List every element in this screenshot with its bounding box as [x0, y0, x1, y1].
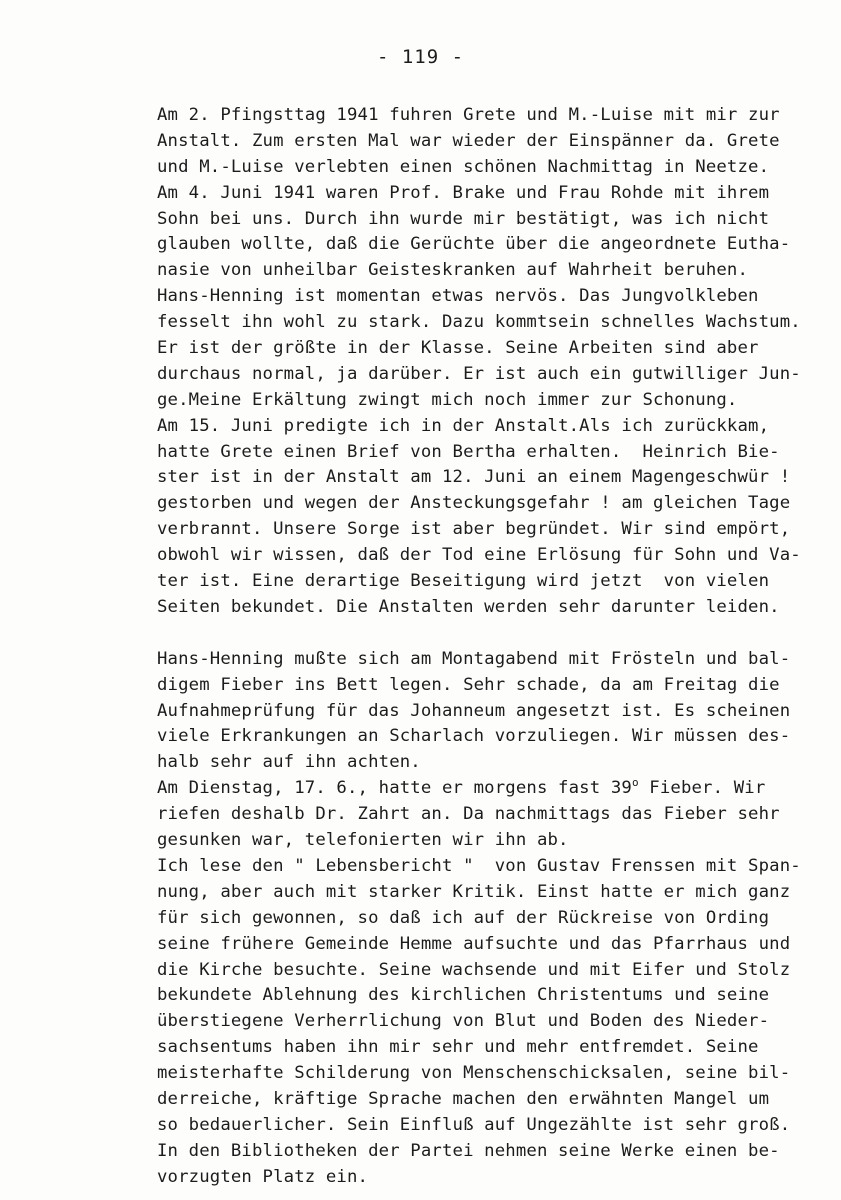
fever-text-after: Fieber. Wir	[638, 778, 766, 799]
text-line: meisterhafte Schilderung von Menschenschicksalen, seine bil-	[157, 1063, 791, 1084]
text-line: nasie von unheilbar Geisteskranken auf Wahrheit beruhen.	[157, 260, 749, 281]
text-line: Aufnahmeprüfung für das Johanneum angesetzt ist. Es scheinen	[157, 700, 791, 721]
text-line: sachsentums haben ihn mir sehr und mehr entfremdet. Seine	[157, 1037, 759, 1058]
text-line: und M.-Luise verlebten einen schönen Nachmittag in Neetze.	[157, 156, 770, 177]
paragraph-gap	[157, 621, 817, 647]
text-line: viele Erkrankungen an Scharlach vorzuliegen. Wir müssen des-	[157, 726, 791, 747]
text-line: Seiten bekundet. Die Anstalten werden sehr darunter leiden.	[157, 596, 780, 617]
text-line: derreiche, kräftige Sprache machen den erwähnten Mangel um	[157, 1088, 770, 1109]
text-line: für sich gewonnen, so daß ich auf der Rückreise von Ording	[157, 907, 770, 928]
text-line: nung, aber auch mit starker Kritik. Einst hatte er mich ganz	[157, 881, 791, 902]
body-text	[157, 103, 817, 1191]
text-line: Hans-Henning ist momentan etwas nervös. Das Jungvolkleben	[157, 286, 759, 307]
paragraph-1	[157, 103, 817, 621]
text-line-fever	[157, 776, 817, 802]
text-line: ge.Meine Erkältung zwingt mich noch immer zur Schonung.	[157, 389, 738, 410]
text-line: glauben wollte, daß die Gerüchte über die angeordnete Eutha-	[157, 234, 791, 255]
text-line: verbrannt. Unsere Sorge ist aber begründet. Wir sind empört,	[157, 519, 791, 540]
text-line: durchaus normal, ja darüber. Er ist auch ein gutwilliger Jun-	[157, 363, 801, 384]
text-line: die Kirche besuchte. Seine wachsende und mit Eifer und Stolz	[157, 959, 791, 980]
degree-superscript: o	[631, 776, 639, 790]
text-line: überstiegene Verherrlichung von Blut und Boden des Nieder-	[157, 1011, 770, 1032]
text-line: gestorben und wegen der Ansteckungsgefahr ! am gleichen Tage	[157, 493, 791, 514]
text-line: bekundete Ablehnung des kirchlichen Christentums und seine	[157, 985, 770, 1006]
text-line: seine frühere Gemeinde Hemme aufsuchte und das Pfarrhaus und	[157, 933, 791, 954]
text-line: fesselt ihn wohl zu stark. Dazu kommtsein schnelles Wachstum.	[157, 312, 801, 333]
text-line: so bedauerlicher. Sein Einfluß auf Ungezählte ist sehr groß.	[157, 1114, 791, 1135]
text-line: Hans-Henning mußte sich am Montagabend mit Frösteln und bal-	[157, 648, 791, 669]
text-line: Anstalt. Zum ersten Mal war wieder der Einspänner da. Grete	[157, 130, 780, 151]
text-line: Am 15. Juni predigte ich in der Anstalt.Als ich zurückkam,	[157, 415, 770, 436]
text-line: Ich lese den " Lebensbericht " von Gustav Frenssen mit Span-	[157, 855, 801, 876]
paragraph-2-part-b	[157, 802, 817, 1190]
text-line: riefen deshalb Dr. Zahrt an. Da nachmittags das Fieber sehr	[157, 804, 780, 825]
text-line: halb sehr auf ihn achten.	[157, 752, 421, 773]
text-line: hatte Grete einen Brief von Bertha erhalten. Heinrich Bie-	[157, 441, 780, 462]
text-line: Am 4. Juni 1941 waren Prof. Brake und Frau Rohde mit ihrem	[157, 182, 770, 203]
text-line: Am 2. Pfingsttag 1941 fuhren Grete und M.-Luise mit mir zur	[157, 105, 780, 125]
text-line: In den Bibliotheken der Partei nehmen seine Werke einen be-	[157, 1140, 780, 1161]
text-line: Sohn bei uns. Durch ihn wurde mir bestätigt, was ich nicht	[157, 208, 770, 229]
text-line: gesunken war, telefonierten wir ihn ab.	[157, 830, 569, 851]
text-line: obwohl wir wissen, daß der Tod eine Erlösung für Sohn und Va-	[157, 545, 801, 566]
paragraph-2-part-a	[157, 647, 817, 776]
page-number: - 119 -	[376, 46, 465, 68]
text-line: vorzugten Platz ein.	[157, 1166, 369, 1187]
text-line: ster ist in der Anstalt am 12. Juni an einem Magengeschwür !	[157, 467, 791, 488]
fever-text-before: Am Dienstag, 17. 6., hatte er morgens fast 39	[157, 778, 632, 799]
text-line: digem Fieber ins Bett legen. Sehr schade, da am Freitag die	[157, 674, 780, 695]
text-line: Er ist der größte in der Klasse. Seine Arbeiten sind aber	[157, 338, 759, 359]
text-line: ter ist. Eine derartige Beseitigung wird jetzt von vielen	[157, 571, 770, 592]
